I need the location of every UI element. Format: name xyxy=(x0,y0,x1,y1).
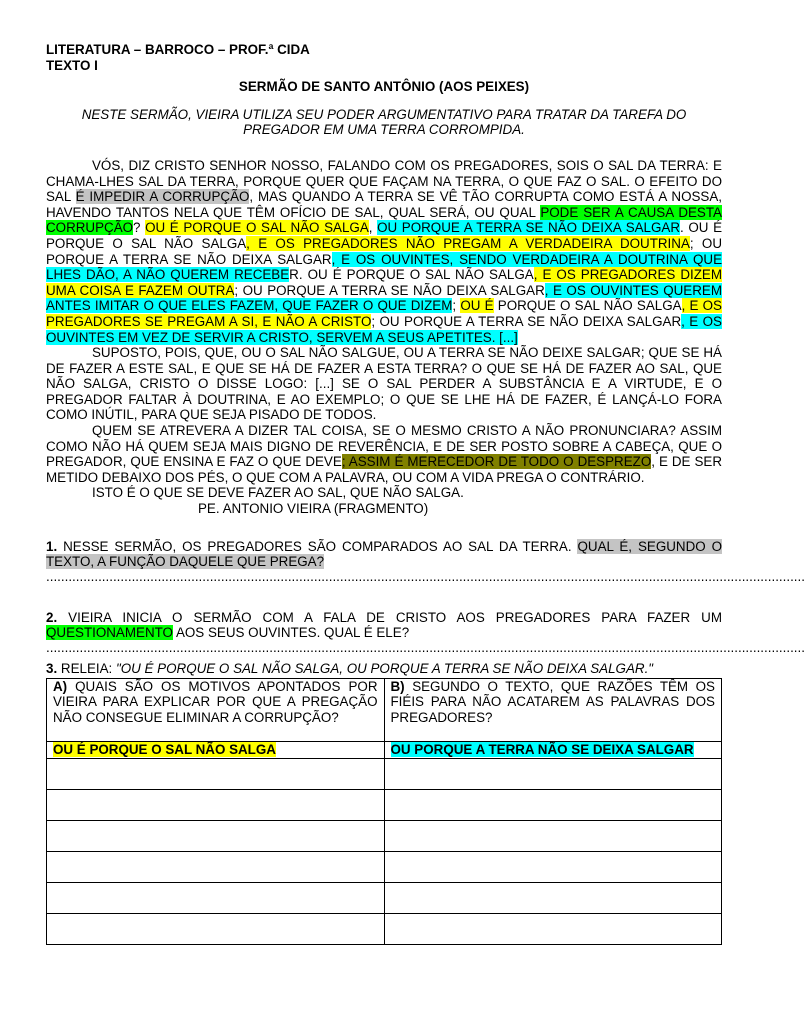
paragraph-1 xyxy=(46,158,722,345)
text-run: VÓS, DIZ CRISTO SENHOR NOSSO, FALANDO COM OS PREGADORES, SOIS O SAL DA TERRA: E CHAMA-LHES SAL DA TERRA, PORQUE QUER QUE FAÇAM NA TERRA, O QUE FAZ O SAL. O EFEITO DO SAL xyxy=(46,157,722,205)
question-text: RELEIA: xyxy=(57,661,116,676)
answer-table xyxy=(46,678,722,945)
highlight-green: PODE SER A CAUSA DESTA CORRUPÇÃO xyxy=(46,204,722,236)
text-run: R. OU É PORQUE O SAL NÃO SALGA xyxy=(289,267,534,283)
paragraph-3 xyxy=(46,423,722,485)
column-b-heading xyxy=(384,741,722,758)
sermon-title: SERMÃO DE SANTO ANTÔNIO (AOS PEIXES) xyxy=(238,79,530,95)
question-text: NESSE SERMÃO, OS PREGADORES SÃO COMPARADOS AO SAL DA TERRA. xyxy=(57,538,578,554)
question-1 xyxy=(46,539,722,570)
text-run: PORQUE O SAL NÃO SALGA xyxy=(493,298,682,314)
highlight-cyan: OU PORQUE A TERRA SE NÃO DEIXA SALGAR xyxy=(377,220,681,236)
course-header: LITERATURA – BARROCO – PROF.ª CIDA xyxy=(46,42,310,57)
text-run: ; OU PORQUE A TERRA SE NÃO DEIXA SALGAR xyxy=(234,282,545,298)
answer-cell[interactable] xyxy=(47,758,385,789)
text-run: , E DE SER METIDO DEBAIXO DOS PÉS, O QUE COM A PALAVRA, OU COM A VIDA PREGA O CONTRÁRIO. xyxy=(46,454,723,485)
highlight-yellow: , E OS PREGADORES SE PREGAM A SI, E NÃO A CRISTO xyxy=(46,298,722,329)
question-number: 3. xyxy=(46,661,58,676)
highlight-green: QUESTIONAMENTO xyxy=(46,625,173,641)
item-text: QUAIS SÃO OS MOTIVOS APONTADOS POR VIEIRA PARA EXPLICAR POR QUE A PREGAÇÃO NÃO CONSEGUE ELIMINAR A CORRUPÇÃO? xyxy=(53,678,378,725)
quoted-excerpt: "OU É PORQUE O SAL NÃO SALGA, OU PORQUE A TERRA SE NÃO DEIXA SALGAR." xyxy=(115,661,654,676)
paragraph-4: ISTO É O QUE SE DEVE FAZER AO SAL, QUE NÃO SALGA. xyxy=(92,485,464,501)
highlight-yellow: OU É xyxy=(460,298,494,314)
item-label: B) xyxy=(390,678,405,694)
answer-line-1[interactable]: ............................................................................................................................................................................................................ xyxy=(46,568,805,584)
answer-cell[interactable] xyxy=(384,789,722,820)
worksheet-page xyxy=(46,42,805,945)
highlight-yellow: , E OS PREGADORES NÃO PREGAM A VERDADEIRA DOUTRINA xyxy=(246,235,690,251)
question-2 xyxy=(46,610,722,641)
question-text: AOS SEUS OUVINTES. QUAL É ELE? xyxy=(172,625,410,641)
highlight-cyan: , E OS OUVINTES EM VEZ DE SERVIR A CRISTO, SERVEM A SEUS APETITES. [...] xyxy=(46,313,722,345)
answer-line-2[interactable]: ............................................................................................................................................................................................................ xyxy=(46,640,805,655)
highlight-yellow: , E OS PREGADORES DIZEM UMA COISA E FAZEM OUTRA xyxy=(46,267,722,298)
answer-cell[interactable] xyxy=(47,913,385,944)
author-signature: PE. ANTONIO VIEIRA (FRAGMENTO) xyxy=(198,501,429,517)
column-a-prompt xyxy=(47,678,385,741)
column-b-prompt xyxy=(384,678,722,741)
highlight-gray: É IMPEDIR A CORRUPÇÃO xyxy=(75,189,250,205)
text-run: ? xyxy=(133,220,146,236)
item-label: A) xyxy=(53,678,68,694)
paragraph-2: SUPOSTO, POIS, QUE, OU O SAL NÃO SALGUE, OU A TERRA SE NÃO DEIXE SALGAR; QUE SE HÁ DE FAZER A ESTE SAL, E QUE SE HÁ DE FAZER A ESTA TERRA? O QUE SE HÁ DE FAZER AO SAL, QUE NÃO SALGA, CRISTO O DISSE LOGO: [...] SE O SAL PERDER A SUBSTÂNCIA E A VIRTUDE, E O PREGADOR FALTAR À DOUTRINA, E AO EXEMPLO; O QUE SE LHE HÁ DE FAZER, É LANÇÁ-LO FORA COMO INÚTIL, PARA QUE SEJA PISADO DE TODOS. xyxy=(46,345,722,423)
highlight-cyan: , E OS OUVINTES QUEREM ANTES IMITAR O QUE ELES FAZEM, QUE FAZER O QUE DIZEM xyxy=(46,282,722,314)
answer-cell[interactable] xyxy=(384,851,722,882)
answer-cell[interactable] xyxy=(384,820,722,851)
answer-cell[interactable] xyxy=(47,820,385,851)
highlight-cyan: OU PORQUE A TERRA NÃO SE DEIXA SALGAR xyxy=(390,741,694,757)
text-number: TEXTO I xyxy=(46,57,98,73)
answer-cell[interactable] xyxy=(47,882,385,913)
item-text: SEGUNDO O TEXTO, QUE RAZÕES TÊM OS FIÉIS PARA NÃO ACATAREM AS PALAVRAS DOS PREGADORES? xyxy=(390,678,715,725)
column-a-heading xyxy=(47,741,385,758)
text-run: ; OU PORQUE A TERRA SE NÃO DEIXA SALGAR xyxy=(371,313,682,329)
answer-cell[interactable] xyxy=(384,913,722,944)
question-number: 1. xyxy=(46,538,58,554)
answer-cell[interactable] xyxy=(47,789,385,820)
question-text: VIEIRA INICIA O SERMÃO COM A FALA DE CRISTO AOS PREGADORES PARA FAZER UM xyxy=(57,609,722,625)
question-3 xyxy=(46,661,722,677)
highlight-gray: QUAL É, SEGUNDO O TEXTO, A FUNÇÃO DAQUELE QUE PREGA? xyxy=(46,538,722,570)
highlight-cyan: , E OS OUVINTES, SENDO VERDADEIRA A DOUTRINA QUE LHES DÃO, A NÃO QUEREM RECEBE xyxy=(46,251,723,283)
text-run: QUEM SE ATREVERA A DIZER TAL COISA, SE O MESMO CRISTO A NÃO PRONUNCIARA? ASSIM COMO NÃO HÁ QUEM SEJA MAIS DIGNO DE REVERÊNCIA, E DE SER POSTO SOBRE A CABEÇA, QUE O PREGADOR, QUE ENSINA E FAZ O QUE DEVE xyxy=(46,423,722,470)
answer-cell[interactable] xyxy=(384,758,722,789)
intro-text: NESTE SERMÃO, VIEIRA UTILIZA SEU PODER ARGUMENTATIVO PARA TRATAR DA TAREFA DO PREGADOR EM UMA TERRA CORROMPIDA. xyxy=(81,106,687,138)
question-number: 2. xyxy=(46,609,58,625)
text-run: . OU É PORQUE O SAL NÃO SALGA xyxy=(46,220,722,251)
text-run: , MAS QUANDO A TERRA SE VÊ TÃO CORRUPTA COMO ESTÁ A NOSSA, HAVENDO TANTOS NELA QUE TÊM OFÍCIO DE SAL, QUAL SERÁ, OU QUAL xyxy=(46,189,722,220)
sermon-excerpt xyxy=(46,158,722,517)
text-run: ; xyxy=(452,298,461,314)
highlight-yellow: OU É PORQUE O SAL NÃO SALGA xyxy=(145,220,369,236)
answer-cell[interactable] xyxy=(47,851,385,882)
text-run: , xyxy=(368,220,378,236)
text-run: ; OU PORQUE A TERRA SE NÃO DEIXA SALGAR xyxy=(46,235,723,267)
answer-cell[interactable] xyxy=(384,882,722,913)
highlight-olive: ; ASSIM É MERECEDOR DE TODO O DESPREZO xyxy=(341,454,652,470)
highlight-yellow: OU É PORQUE O SAL NÃO SALGA xyxy=(53,741,276,757)
